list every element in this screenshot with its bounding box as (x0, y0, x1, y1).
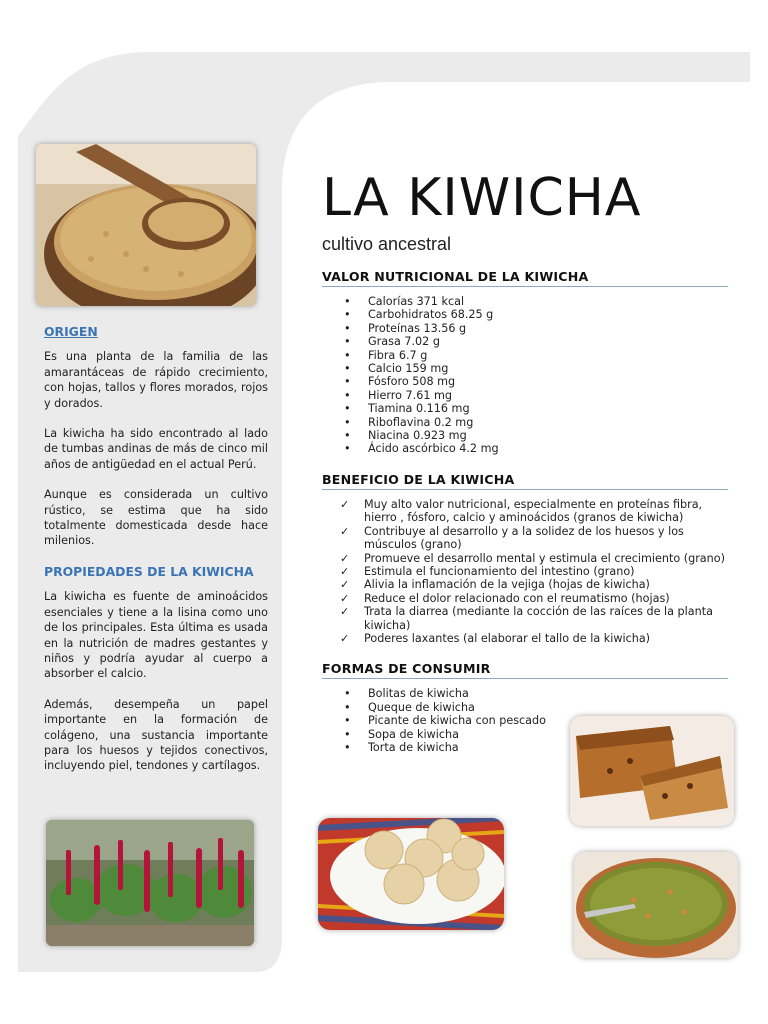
beneficio-heading: BENEFICIO DE LA KIWICHA (322, 472, 728, 490)
formas-heading: FORMAS DE CONSUMIR (322, 661, 728, 679)
list-item: • Queque de kiwicha (322, 701, 562, 714)
beneficio-list (322, 498, 728, 645)
list-item: • Fibra 6.7 g (322, 349, 728, 362)
page-subtitle: cultivo ancestral (322, 234, 452, 254)
origen-paragraph: Es una planta de la familia de las amarantáceas de rápido crecimiento, con hojas, tallos y flores morados, rojos y dorados. (44, 350, 268, 410)
list-item: • Riboflavina 0.2 mg (322, 416, 728, 429)
list-item: • Torta de kiwicha (322, 741, 562, 754)
list-item: • Fósforo 508 mg (322, 375, 728, 388)
list-item: • Calorías 371 kcal (322, 295, 728, 308)
propiedades-paragraph: Además, desempeña un papel importante en la formación de colágeno, una sustancia importante para los huesos y tejidos conectivos, incluyendo piel, tendones y cartílagos. (44, 697, 268, 773)
list-item: • Tiamina 0.116 mg (322, 402, 728, 415)
propiedades-heading: PROPIEDADES DE LA KIWICHA (44, 563, 254, 579)
list-item: • Carbohidratos 68.25 g (322, 308, 728, 321)
cake-photo (570, 716, 734, 826)
grain-bowl-photo (36, 144, 256, 306)
list-item: ✓ Reduce el dolor relacionado con el reumatismo (hojas) (322, 592, 728, 605)
origen-heading: ORIGEN (44, 324, 98, 339)
list-item: ✓ Muy alto valor nutricional, especialmente en proteínas fibra, hierro , fósforo, calcio y aminoácidos (granos de kiwicha) (322, 498, 728, 525)
origen-paragraph: Aunque es considerada un cultivo rústico, se estima que ha sido totalmente domesticada desde hace milenios. (44, 488, 268, 548)
list-item: ✓ Estimula el funcionamiento del intestino (grano) (322, 565, 728, 578)
page-title: LA KIWICHA (322, 168, 642, 228)
list-item: ✓ Trata la diarrea (mediante la cocción de las raíces de la planta kiwicha) (322, 605, 728, 632)
propiedades-paragraph: La kiwicha es fuente de aminoácidos esenciales y tiene a la lisina como uno de los principales. Esta última es usada en la nutrición de madres gestantes y niños y podría ayudar al cuerpo a absorber el calcio. (44, 590, 268, 681)
valor-list (322, 295, 728, 456)
list-item: ✓ Contribuye al desarrollo y a la solidez de los huesos y los músculos (grano) (322, 525, 728, 552)
list-item: • Sopa de kiwicha (322, 728, 562, 741)
soup-photo (574, 852, 738, 958)
list-item: ✓ Alivia la inflamación de la vejiga (hojas de kiwicha) (322, 578, 728, 591)
origen-paragraph: La kiwicha ha sido encontrado al lado de tumbas andinas de más de cinco mil años de antigüedad en el actual Perú. (44, 427, 268, 471)
list-item: • Bolitas de kiwicha (322, 687, 562, 700)
sidebar (34, 324, 268, 789)
list-item: ✓ Poderes laxantes (al elaborar el tallo de la kiwicha) (322, 632, 728, 645)
list-item: • Calcio 159 mg (322, 362, 728, 375)
main-content (322, 168, 728, 770)
list-item: • Proteínas 13.56 g (322, 322, 728, 335)
list-item: • Grasa 7.02 g (322, 335, 728, 348)
list-item: • Hierro 7.61 mg (322, 389, 728, 402)
amaranth-plant-photo (46, 820, 254, 946)
list-item: • Picante de kiwicha con pescado (322, 714, 562, 727)
bolitas-photo (318, 818, 504, 930)
list-item: • Niacina 0.923 mg (322, 429, 728, 442)
valor-heading: VALOR NUTRICIONAL DE LA KIWICHA (322, 269, 728, 287)
formas-list (322, 687, 562, 754)
list-item: ✓ Promueve el desarrollo mental y estimula el crecimiento (grano) (322, 552, 728, 565)
list-item: • Ácido ascórbico 4.2 mg (322, 442, 728, 455)
